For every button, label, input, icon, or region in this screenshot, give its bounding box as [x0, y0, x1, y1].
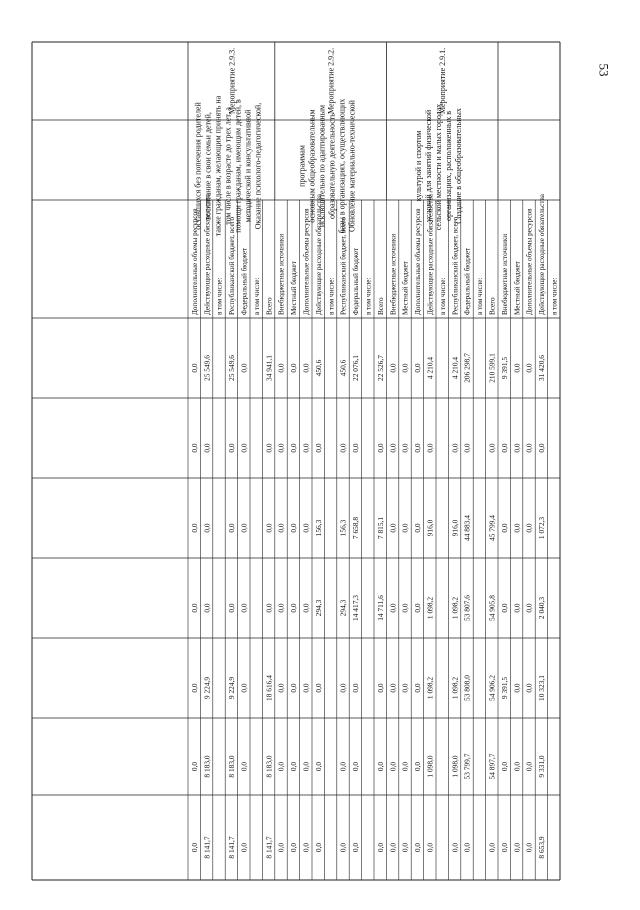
table-cell-value: 0,0: [289, 523, 299, 533]
table-cell-value: 0,0: [413, 842, 423, 853]
table-cell-value: 0,0: [301, 842, 311, 853]
table-cell-value: 0,0: [388, 443, 398, 453]
table-cell-value: 0,0: [313, 761, 323, 772]
table-row-source: Республиканский бюджет, всего: [451, 216, 460, 315]
table-cell-value: 0,0: [338, 683, 348, 693]
table-cell-value: 25 549,6: [202, 355, 212, 381]
table-cell-value: 1 098,0: [450, 755, 460, 778]
table-cell-value: 9 331,0: [537, 755, 547, 778]
table-cell-value: 0,0: [425, 842, 435, 853]
table-row-source: в том числе:: [327, 277, 336, 315]
table-cell-value: 0,0: [537, 443, 547, 453]
table-cell-value: 0,0: [276, 842, 286, 853]
table-cell-value: 0,0: [189, 443, 199, 453]
table-cell-value: 0,0: [450, 842, 460, 853]
table-cell-value: 450,6: [338, 359, 348, 377]
table-cell-value: 0,0: [338, 842, 348, 853]
table-row-source: в том числе:: [550, 277, 559, 315]
activity-name-line: базы в организациях, осуществляющих: [337, 98, 347, 234]
table-cell-value: 0,0: [400, 842, 410, 853]
table-row-source: в том числе:: [438, 277, 447, 315]
table-cell-value: 0,0: [512, 761, 522, 772]
table-cell-value: 0,0: [276, 761, 286, 772]
table-cell-value: 0,0: [289, 443, 299, 453]
table-cell-value: 53 808,0: [462, 675, 472, 701]
table-cell-value: 0,0: [351, 842, 361, 853]
table-cell-value: 0,0: [499, 842, 509, 853]
table-cell-value: 294,3: [338, 599, 348, 617]
table-cell-value: 0,0: [301, 603, 311, 613]
table-cell-value: 0,0: [239, 603, 249, 613]
table-row-source: Внебюджетные источники: [389, 233, 398, 315]
table-cell-value: 0,0: [351, 761, 361, 772]
table-cell-value: 0,0: [524, 443, 534, 453]
table-cell-value: 0,0: [301, 443, 311, 453]
table-cell-value: 0,0: [512, 683, 522, 693]
table-cell-value: 0,0: [413, 603, 423, 613]
table-cell-value: 0,0: [462, 842, 472, 853]
activity-name-line: методической и консультативной: [243, 109, 253, 223]
table-cell-value: 0,0: [524, 683, 534, 693]
table-cell-value: 0,0: [400, 761, 410, 772]
table-cell-value: 0,0: [388, 683, 398, 693]
table-cell-value: 9 391,5: [499, 676, 509, 700]
table-cell-value: 22 526,7: [375, 355, 385, 381]
table-row-source: Федеральный бюджет: [240, 247, 249, 315]
table-cell-value: 0,0: [375, 683, 385, 693]
table-row-source: в том числе:: [215, 277, 224, 315]
table-cell-value: 0,0: [450, 443, 460, 453]
table-cell-value: 0,0: [351, 443, 361, 453]
table-cell-value: 0,0: [425, 443, 435, 453]
table-cell-value: 0,0: [289, 683, 299, 693]
table-cell-value: 0,0: [512, 443, 522, 453]
table-cell-value: 0,0: [351, 683, 361, 693]
page-number: 53: [596, 63, 612, 77]
table-cell-value: 1 098,2: [425, 596, 435, 620]
table-cell-value: 44 883,4: [462, 515, 472, 541]
table-cell-value: 0,0: [487, 842, 497, 853]
activity-name-line: образовательную деятельность: [327, 113, 337, 219]
measure-label: Мероприятие 2.9.1.: [438, 47, 448, 114]
table-cell-value: 0,0: [413, 523, 423, 533]
table-cell-value: 0,0: [400, 683, 410, 693]
activity-name-line: Оказание психолого-педагогической,: [253, 102, 263, 230]
table-row-source: Республиканский бюджет, всего: [339, 216, 348, 315]
table-cell-value: 0,0: [189, 842, 199, 853]
table-cell-value: 0,0: [289, 363, 299, 373]
table-cell-value: 0,0: [264, 523, 274, 533]
table-cell-value: 0,0: [276, 443, 286, 453]
table-cell-value: 22 076,1: [351, 355, 361, 381]
table-cell-value: 0,0: [413, 761, 423, 772]
table-row-source: Дополнительные объемы ресурсов: [190, 208, 199, 315]
table-cell-value: 0,0: [276, 683, 286, 693]
rotated-table-group: [32, 42, 560, 880]
table-cell-value: 8 183,0: [264, 755, 274, 778]
table-cell-value: 0,0: [276, 603, 286, 613]
table-cell-value: 0,0: [524, 363, 534, 373]
table-cell-value: 25 549,6: [227, 355, 237, 381]
activity-name-line: также гражданам, желающим принять на: [213, 95, 223, 237]
table-cell-value: 0,0: [202, 443, 212, 453]
table-cell-value: 0,0: [276, 363, 286, 373]
measure-label: Мероприятие 2.9.2.: [326, 47, 336, 114]
table-cell-value: 0,0: [202, 523, 212, 533]
table-cell-value: 2 040,3: [537, 596, 547, 620]
table-cell-value: 0,0: [388, 523, 398, 533]
table-cell-value: 8 183,0: [202, 755, 212, 778]
table-cell-value: 0,0: [499, 443, 509, 453]
table-cell-value: 54 906,2: [487, 675, 497, 701]
activity-name-line: Создание в общеобразовательных: [454, 108, 464, 224]
table-cell-value: 0,0: [499, 603, 509, 613]
table-cell-value: 0,0: [189, 603, 199, 613]
table-cell-value: 0,0: [227, 523, 237, 533]
table-cell-value: 0,0: [400, 523, 410, 533]
table-cell-value: 0,0: [264, 603, 274, 613]
table-row-source: Местный бюджет: [401, 261, 410, 315]
table-cell-value: 0,0: [301, 363, 311, 373]
table-row-source: Внебюджетные источники: [500, 233, 509, 315]
table-cell-value: 0,0: [524, 603, 534, 613]
table-cell-value: 53 799,7: [462, 753, 472, 780]
table-cell-value: 916,0: [425, 519, 435, 537]
table-row-source: Местный бюджет: [513, 261, 522, 315]
table-cell-value: 0,0: [338, 443, 348, 453]
table-cell-value: 0,0: [413, 683, 423, 693]
table-row-source: Всего: [488, 297, 497, 315]
table-cell-value: 7 658,8: [351, 516, 361, 540]
table-cell-value: 18 616,4: [264, 675, 274, 701]
table-cell-value: 0,0: [289, 842, 299, 853]
table-cell-value: 0,0: [276, 523, 286, 533]
table-row-source: Республиканский бюджет, всего: [228, 216, 237, 315]
table-cell-value: 8 183,0: [227, 755, 237, 778]
table-cell-value: 8 141,7: [202, 836, 212, 859]
table-cell-value: 1 098,0: [425, 755, 435, 778]
table-cell-value: 45 799,4: [487, 515, 497, 541]
table-cell-value: 156,3: [338, 519, 348, 537]
table-cell-value: 0,0: [239, 523, 249, 533]
table-row-source: Действующие расходные обязательства: [538, 194, 547, 315]
activity-name-line: программам: [297, 145, 307, 187]
activity-name-line: условий для занятий физической: [424, 109, 434, 223]
table-cell-value: 0,0: [264, 443, 274, 453]
table-cell-value: 0,0: [313, 443, 323, 453]
table-cell-value: 54 897,7: [487, 753, 497, 780]
table-cell-value: 7 815,1: [375, 516, 385, 540]
table-cell-value: 10 323,1: [537, 675, 547, 701]
table-row-source: Внебюджетные источники: [277, 233, 286, 315]
table-cell-value: 0,0: [189, 523, 199, 533]
table-cell-value: 54 905,8: [487, 595, 497, 621]
table-cell-value: 53 807,6: [462, 595, 472, 621]
table-cell-value: 0,0: [400, 443, 410, 453]
table-cell-value: 0,0: [239, 363, 249, 373]
table-cell-value: 0,0: [313, 842, 323, 853]
table-cell-value: 0,0: [239, 761, 249, 772]
table-row-source: Дополнительные объемы ресурсов: [302, 208, 311, 315]
table-cell-value: 0,0: [289, 603, 299, 613]
table-cell-value: 916,0: [450, 519, 460, 537]
activity-name-line: сельской местности и малых городах,: [434, 101, 444, 231]
table-cell-value: 0,0: [388, 363, 398, 373]
table-row-source: Федеральный бюджет: [352, 247, 361, 315]
table-row-source: Всего: [376, 297, 385, 315]
table-cell-value: 156,3: [313, 519, 323, 537]
table-cell-value: 0,0: [313, 683, 323, 693]
table-cell-value: 294,3: [313, 599, 323, 617]
table-cell-value: 1 098,2: [450, 676, 460, 700]
table-cell-value: 0,0: [388, 842, 398, 853]
table-cell-value: 0,0: [189, 683, 199, 693]
table-cell-value: 4 210,4: [425, 356, 435, 380]
table-row-source: Федеральный бюджет: [463, 247, 472, 315]
table-cell-value: 4 210,4: [450, 356, 460, 380]
table-cell-value: 0,0: [512, 363, 522, 373]
table-cell-value: 0,0: [512, 603, 522, 613]
activity-name-line: том числе в возрасте до трех лет, а: [223, 107, 233, 225]
table-cell-value: 1 098,2: [450, 596, 460, 620]
table-cell-value: 0,0: [202, 603, 212, 613]
table-cell-value: 8 653,9: [537, 836, 547, 859]
table-cell-value: 0,0: [239, 683, 249, 693]
table-row-source: Дополнительные объемы ресурсов: [414, 208, 423, 315]
table-cell-value: 14 711,6: [375, 595, 385, 621]
table-row-source: в том числе:: [252, 277, 261, 315]
table-cell-value: 0,0: [388, 603, 398, 613]
table-cell-value: 31 420,6: [537, 355, 547, 381]
table-cell-value: 0,0: [227, 443, 237, 453]
table-row-source: Дополнительные объемы ресурсов: [525, 208, 534, 315]
table-cell-value: 0,0: [338, 761, 348, 772]
table-row-source: Всего: [265, 297, 274, 315]
activity-name-line: оставшихся без попечения родителей: [193, 102, 203, 230]
table-cell-value: 0,0: [487, 443, 497, 453]
table-cell-value: 0,0: [301, 683, 311, 693]
table-cell-value: 0,0: [413, 443, 423, 453]
table-cell-value: 14 417,3: [351, 595, 361, 621]
table-row-source: Действующие расходные обязательства: [426, 194, 435, 315]
table-cell-value: 0,0: [512, 842, 522, 853]
table-cell-value: 0,0: [524, 842, 534, 853]
table-cell-value: 0,0: [301, 523, 311, 533]
table-cell-value: 0,0: [499, 761, 509, 772]
table-cell-value: 0,0: [499, 523, 509, 533]
table-cell-value: 1 072,3: [537, 516, 547, 540]
table-cell-value: 0,0: [301, 761, 311, 772]
table-cell-value: 0,0: [227, 603, 237, 613]
table-cell-value: 0,0: [524, 523, 534, 533]
table-cell-value: 0,0: [375, 761, 385, 772]
table-row-source: в том числе:: [476, 277, 485, 315]
table-cell-value: 9 224,9: [227, 676, 237, 700]
table-cell-value: 0,0: [462, 443, 472, 453]
table-cell-value: 8 141,7: [264, 836, 274, 859]
table-row-source: Местный бюджет: [290, 261, 299, 315]
table-cell-value: 0,0: [400, 363, 410, 373]
activity-name-line: основным общеобразовательным: [307, 109, 317, 223]
table-row-source: в том числе:: [364, 277, 373, 315]
table-cell-value: 210 599,1: [487, 353, 497, 383]
table-cell-value: 0,0: [189, 761, 199, 772]
table-cell-value: 34 941,1: [264, 355, 274, 381]
table-cell-value: 0,0: [413, 363, 423, 373]
table-cell-value: 0,0: [189, 363, 199, 373]
activity-name-line: исключительно по адаптированным: [317, 104, 327, 228]
table-cell-value: 206 298,7: [462, 353, 472, 383]
table-cell-value: 9 224,9: [202, 676, 212, 700]
table-cell-value: 0,0: [388, 761, 398, 772]
table-cell-value: 8 141,7: [227, 836, 237, 859]
table-cell-value: 450,6: [313, 359, 323, 377]
table-cell-value: 0,0: [375, 842, 385, 853]
activity-name-line: Обновление материально-технической: [347, 100, 357, 232]
table-cell-value: 1 098,2: [425, 676, 435, 700]
activity-name-line: воспитание в свои семьи детей,: [203, 112, 213, 220]
activity-name-line: помощи гражданам, имеющим детей, в: [233, 99, 243, 233]
table-cell-value: 0,0: [400, 603, 410, 613]
table-cell-value: 0,0: [239, 443, 249, 453]
table-cell-value: 0,0: [239, 842, 249, 853]
measure-label: Мероприятие 2.9.3.: [227, 47, 237, 114]
table-cell-value: 0,0: [375, 443, 385, 453]
table-row-source: Действующие расходные обязательства: [203, 194, 212, 315]
table-cell-value: 9 391,5: [499, 356, 509, 380]
table-cell-value: 0,0: [512, 523, 522, 533]
table-row-source: Действующие расходные обязательства: [314, 194, 323, 315]
activity-name-line: организациях, расположенных в: [444, 110, 454, 222]
activity-name-line: культурой и спортом: [414, 130, 424, 202]
table-cell-value: 0,0: [289, 761, 299, 772]
table-cell-value: 0,0: [524, 761, 534, 772]
